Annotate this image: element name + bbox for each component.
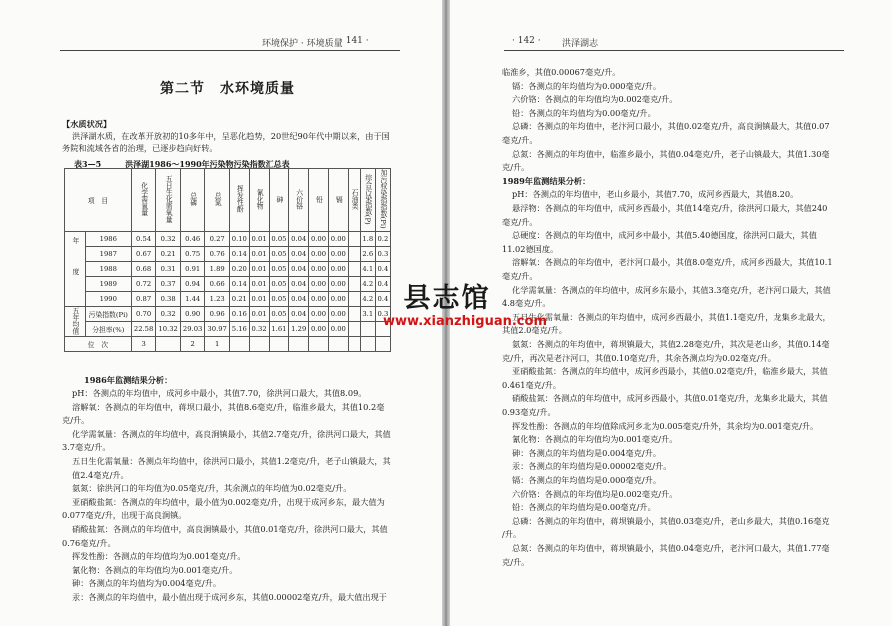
text-line: 0.077毫克/升，出现于高良涧镇。 bbox=[62, 510, 187, 521]
avg-group-label: 五年均值 bbox=[65, 307, 86, 337]
text-line: 毫克/升。 bbox=[502, 135, 538, 145]
text-line: 克/升，再次是老汴河口，其值0.10毫克/升，其余各测点均为0.02毫克/升。 bbox=[502, 352, 776, 363]
table-cell: 0.20 bbox=[229, 262, 249, 277]
table-cell: 0.54 bbox=[131, 232, 156, 247]
table-cell: 0.00 bbox=[328, 307, 348, 322]
col-header: 镉 bbox=[328, 169, 348, 232]
table-cell: 4.2 bbox=[360, 277, 375, 292]
text-line: 亚硝酸盐氮：各测点的年均值中，成河乡西最小，其值0.02毫克/升，临淮乡最大，其值 bbox=[512, 366, 828, 377]
table-cell: 4.2 bbox=[360, 292, 375, 307]
table-cell bbox=[156, 337, 181, 352]
table-cell: 0.14 bbox=[229, 247, 249, 262]
table-cell bbox=[348, 322, 360, 337]
table-cell: 0.32 bbox=[156, 307, 181, 322]
text-line: 镉：各测点的年均值均为0.000毫克/升。 bbox=[512, 80, 662, 91]
table-cell bbox=[360, 322, 375, 337]
text-line: 0.76毫克/升。 bbox=[62, 537, 116, 548]
table-cell: 0.00 bbox=[309, 232, 329, 247]
col-header-item: 项 目 bbox=[65, 169, 132, 232]
left-page bbox=[0, 0, 442, 626]
table-cell: 0.01 bbox=[249, 277, 269, 292]
text-line: 氰化物：各测点的年均值均为0.001毫克/升。 bbox=[512, 434, 678, 445]
table-cell: 10.32 bbox=[156, 322, 181, 337]
text-line: 3.7毫克/升。 bbox=[62, 442, 111, 453]
table-cell: 1.23 bbox=[205, 292, 230, 307]
text-line: 六价铬：各测点的年均值均是0.002毫克/升。 bbox=[512, 488, 678, 499]
table-cell: 0.04 bbox=[289, 307, 309, 322]
table-cell bbox=[309, 337, 329, 352]
text-line: 汞：各测点的年均值中，最小值出现于成河乡东，其值0.00002毫克/升，最大值出现于 bbox=[72, 592, 387, 602]
right-page bbox=[450, 0, 891, 626]
table-cell: 0.4 bbox=[375, 292, 390, 307]
table-caption: 表3—5 洪泽湖1986～1990年污染物污染指数汇总表 bbox=[74, 159, 290, 169]
table-cell: 0.00 bbox=[328, 292, 348, 307]
table-cell: 30.97 bbox=[205, 322, 230, 337]
col-header: 加污权染指指数(Pi) bbox=[375, 169, 390, 232]
table-cell: 3 bbox=[131, 337, 156, 352]
text-line: 毫克/升。 bbox=[502, 271, 538, 281]
page-number: · 141 · bbox=[340, 36, 369, 46]
text-line: 1989年监测结果分析： bbox=[502, 175, 591, 186]
table-cell: 位 次 bbox=[65, 337, 132, 352]
table-cell bbox=[348, 247, 360, 262]
table-cell: 0.3 bbox=[375, 307, 390, 322]
text-line: 挥发性酚：各测点的年均值除成河乡北为0.005毫克/升外，其余均为0.001毫克/升。 bbox=[512, 420, 819, 431]
table-cell: 0.00 bbox=[309, 292, 329, 307]
table-cell: 0.00 bbox=[309, 322, 329, 337]
col-header: 总氮 bbox=[205, 169, 230, 232]
table-cell: 1988 bbox=[85, 262, 131, 277]
table-cell: 0.32 bbox=[156, 232, 181, 247]
table-cell: 0.00 bbox=[309, 262, 329, 277]
table-row bbox=[65, 307, 391, 322]
text-line: 11.02德国度。 bbox=[502, 243, 559, 254]
text-line: 总氮：各测点的年均值中，临淮乡最小，其值0.04毫克/升，老子山镇最大，其值1.30毫 bbox=[512, 148, 830, 159]
watermark-url: www.xianzhiguan.com bbox=[383, 314, 547, 329]
table-cell: 0.04 bbox=[289, 262, 309, 277]
table-cell: 0.00 bbox=[309, 247, 329, 262]
intro-line: 务院和流域各省的治理，已逐步趋向好转。 bbox=[62, 143, 218, 153]
watermark-title: 县志馆 bbox=[403, 283, 491, 314]
table-cell: 0.75 bbox=[180, 247, 205, 262]
table-cell: 1.29 bbox=[289, 322, 309, 337]
text-line: pH：各测点的年均值中，成河乡中最小，其值7.70，徐洪河口最大，其值8.09。 bbox=[72, 388, 367, 398]
intro-line: 洪泽湖水质，在改革开放初的10多年中，呈恶化趋势，20世纪90年代中期以来，由于国 bbox=[72, 131, 390, 141]
table-row bbox=[65, 337, 391, 352]
table-cell: 0.76 bbox=[205, 247, 230, 262]
col-header: 挥发性酚 bbox=[229, 169, 249, 232]
table-cell: 0.05 bbox=[269, 307, 289, 322]
table-cell: 0.14 bbox=[229, 277, 249, 292]
table-cell: 0.96 bbox=[205, 307, 230, 322]
section-title: 第二节 水环境质量 bbox=[160, 81, 295, 97]
table-row bbox=[65, 322, 391, 337]
table-cell: 0.46 bbox=[180, 232, 205, 247]
text-line: 总磷：各测点的年均值中，蒋坝镇最小，其值0.03毫克/升，老山乡最大，其值0.16毫克 bbox=[512, 515, 830, 526]
text-line: 六价铬：各测点的年均值均为0.002毫克/升。 bbox=[512, 94, 678, 105]
table-cell bbox=[348, 307, 360, 322]
table-cell bbox=[249, 337, 269, 352]
text-line: 克/升。 bbox=[502, 556, 530, 567]
table-cell: 0.4 bbox=[375, 262, 390, 277]
table-cell: 0.10 bbox=[229, 232, 249, 247]
table-cell: 1986 bbox=[85, 232, 131, 247]
table-cell: 0.01 bbox=[249, 262, 269, 277]
table-row bbox=[65, 232, 391, 247]
text-line: 铅：各测点的年均值均是0.00毫克/升。 bbox=[512, 502, 656, 513]
text-line: 总氮：各测点的年均值中，蒋坝镇最小，其值0.04毫克/升，老汴河口最大，其值1.77毫 bbox=[512, 543, 830, 553]
table-row bbox=[65, 277, 391, 292]
col-header: 石油类 bbox=[348, 169, 360, 232]
text-line: /升。 bbox=[502, 529, 522, 540]
text-line: 硝酸盐氮：各测点的年均值中，高良涧镇最小，其值0.01毫克/升，徐洪河口最大，其值 bbox=[72, 524, 388, 534]
text-line: 总硬度：各测点的年均值中，成河乡中最小，其值5.40德国度，徐洪河口最大，其值 bbox=[512, 230, 817, 241]
page-number: · 142 · bbox=[512, 36, 541, 46]
table-cell: 5.16 bbox=[229, 322, 249, 337]
table-cell bbox=[328, 337, 348, 352]
table-cell: 0.87 bbox=[131, 292, 156, 307]
table-cell: 0.31 bbox=[156, 262, 181, 277]
table-cell bbox=[375, 337, 390, 352]
table-cell: 29.03 bbox=[180, 322, 205, 337]
table-cell: 0.68 bbox=[131, 262, 156, 277]
col-header: 氰化物 bbox=[249, 169, 269, 232]
text-line: 4.8毫克/升。 bbox=[502, 298, 551, 309]
table-cell: 0.91 bbox=[180, 262, 205, 277]
table-row bbox=[65, 292, 391, 307]
table-cell: 0.38 bbox=[156, 292, 181, 307]
table-cell: 2 bbox=[180, 337, 205, 352]
col-header: 六价铬 bbox=[289, 169, 309, 232]
table-cell bbox=[348, 292, 360, 307]
header-rule bbox=[60, 50, 400, 51]
table-cell: 0.00 bbox=[328, 247, 348, 262]
monitoring-title-1986: 1986年监测结果分析： bbox=[84, 375, 173, 385]
table-cell: 0.00 bbox=[328, 322, 348, 337]
table-cell: 0.04 bbox=[289, 292, 309, 307]
table-cell: 0.01 bbox=[249, 292, 269, 307]
table-cell: 0.04 bbox=[289, 277, 309, 292]
table-cell bbox=[348, 337, 360, 352]
text-line: 总磷：各测点的年均值中，老汴河口最小，其值0.02毫克/升，高良涧镇最大，其值0.07 bbox=[512, 121, 830, 132]
table-cell: 0.4 bbox=[375, 277, 390, 292]
table-cell: 0.01 bbox=[249, 247, 269, 262]
table-row bbox=[65, 247, 391, 262]
table-cell: 3.1 bbox=[360, 307, 375, 322]
text-line: 氨氮：各测点的年均值中，蒋坝镇最大，其值2.28毫克/升，其次是老山乡，其值0.14毫 bbox=[512, 339, 830, 349]
text-line: 克/升。 bbox=[62, 415, 90, 426]
table-row bbox=[65, 262, 391, 277]
table-cell: 0.00 bbox=[309, 277, 329, 292]
running-header: 环境保护 · 环境质量 bbox=[262, 39, 343, 49]
text-line: 氰化物：各测点的年均值均为0.001毫克/升。 bbox=[72, 564, 238, 575]
table-cell: 0.37 bbox=[156, 277, 181, 292]
table-cell: 0.05 bbox=[269, 262, 289, 277]
table-cell: 0.72 bbox=[131, 277, 156, 292]
text-line: 亚硝酸盐氮：各测点的年均值中，最小值为0.002毫克/升，出现于成河乡东，最大值为 bbox=[72, 496, 385, 507]
text-line: 溶解氧：各测点的年均值中，蒋坝口最小，其值8.6毫克/升，临淮乡最大，其值10.2毫 bbox=[72, 401, 385, 412]
text-line: 悬浮物：各测点的年均值中，成河乡西最小，其值14毫克/升，徐洪河口最大，其值240 bbox=[512, 203, 828, 213]
table-cell bbox=[229, 337, 249, 352]
table-cell: 污染指数(Pi) bbox=[85, 307, 131, 322]
text-line: 溶解氧：各测点的年均值中，老汴河口最小，其值8.0毫克/升，成河乡西最大，其值10.1 bbox=[512, 257, 833, 268]
col-header: 综合污染指数(P) bbox=[360, 169, 375, 232]
table-cell bbox=[269, 337, 289, 352]
table-cell: 0.16 bbox=[229, 307, 249, 322]
text-line: 临淮乡，其值0.00067毫克/升。 bbox=[502, 67, 621, 77]
table-cell: 0.00 bbox=[328, 232, 348, 247]
table-cell bbox=[348, 277, 360, 292]
header-rule bbox=[504, 50, 844, 51]
text-line: 其值2.0毫克/升。 bbox=[502, 325, 567, 336]
subhead: 【水质状况】 bbox=[62, 119, 112, 129]
text-line: 镉：各测点的年均值均是0.000毫克/升。 bbox=[512, 475, 662, 485]
col-header: 五日生化需氧量 bbox=[156, 169, 181, 232]
text-line: pH：各测点的年均值中，老山乡最小，其值7.70，成河乡西最大，其值8.20。 bbox=[512, 189, 799, 200]
text-line: 铅：各测点的年均值均为0.00毫克/升。 bbox=[512, 107, 656, 118]
table-cell: 1.44 bbox=[180, 292, 205, 307]
table-cell: 0.2 bbox=[375, 232, 390, 247]
text-line: 氨氮：徐洪河口的年均值为0.05毫克/升，其余测点的年均值为0.02毫克/升。 bbox=[72, 483, 352, 494]
text-line: 化学需氧量：各测点的年均值中，成河乡东最小，其值3.3毫克/升，老汴河口最大，其值 bbox=[512, 284, 831, 295]
col-header: 化学需氧量 bbox=[131, 169, 156, 232]
table-cell bbox=[348, 232, 360, 247]
col-header: 铅 bbox=[309, 169, 329, 232]
table-cell: 22.58 bbox=[131, 322, 156, 337]
table-cell: 0.21 bbox=[156, 247, 181, 262]
table-cell: 4.1 bbox=[360, 262, 375, 277]
table-cell: 0.00 bbox=[309, 307, 329, 322]
table-cell: 1 bbox=[205, 337, 230, 352]
table-cell: 0.05 bbox=[269, 247, 289, 262]
text-line: 值2.4毫克/升。 bbox=[72, 469, 129, 480]
pollution-index-table bbox=[64, 168, 391, 352]
table-cell: 1.8 bbox=[360, 232, 375, 247]
table-cell: 0.70 bbox=[131, 307, 156, 322]
table-cell: 0.90 bbox=[180, 307, 205, 322]
table-cell bbox=[289, 337, 309, 352]
year-group-label: 年度 bbox=[65, 232, 86, 307]
table-cell: 0.21 bbox=[229, 292, 249, 307]
text-line: 五日生化需氧量：各测点年均值中，徐洪河口最小，其值1.2毫克/升，老子山镇最大，其 bbox=[72, 456, 391, 466]
table-cell: 分担率(%) bbox=[85, 322, 131, 337]
table-cell: 0.00 bbox=[328, 277, 348, 292]
text-line: 硝酸盐氮：各测点的年均值中，成河乡西最小，其值0.01毫克/升，龙集乡北最大，其值 bbox=[512, 393, 828, 404]
table-cell: 0.05 bbox=[269, 232, 289, 247]
col-header: 总磷 bbox=[180, 169, 205, 232]
table-cell: 1989 bbox=[85, 277, 131, 292]
table-cell: 0.04 bbox=[289, 247, 309, 262]
table-cell: 0.05 bbox=[269, 292, 289, 307]
text-line: 汞：各测点的年均值均是0.00002毫克/升。 bbox=[512, 461, 672, 472]
table-cell: 2.6 bbox=[360, 247, 375, 262]
table-cell: 1990 bbox=[85, 292, 131, 307]
table-cell: 0.01 bbox=[249, 232, 269, 247]
table-cell: 1.89 bbox=[205, 262, 230, 277]
table-cell: 1987 bbox=[85, 247, 131, 262]
table-cell: 0.66 bbox=[205, 277, 230, 292]
text-line: 0.93毫克/升。 bbox=[502, 407, 556, 417]
table-cell: 0.67 bbox=[131, 247, 156, 262]
text-line: 砷：各测点的年均值均是0.004毫克/升。 bbox=[512, 447, 662, 458]
table-cell: 0.04 bbox=[289, 232, 309, 247]
text-line: 五日生化需氧量：各测点的年均值中，成河乡西最小，其值1.1毫克/升，龙集乡北最大， bbox=[512, 311, 831, 322]
table-cell: 0.05 bbox=[269, 277, 289, 292]
table-cell: 0.94 bbox=[180, 277, 205, 292]
text-line: 化学需氧量：各测点的年均值中，高良涧镇最小，其值2.7毫克/升，徐洪河口最大，其值 bbox=[72, 428, 391, 439]
table-cell: 0.3 bbox=[375, 247, 390, 262]
table-cell: 0.32 bbox=[249, 322, 269, 337]
text-line: 挥发性酚：各测点的年均值均为0.001毫克/升。 bbox=[72, 551, 246, 562]
text-line: 克/升。 bbox=[502, 162, 530, 173]
text-line: 毫克/升。 bbox=[502, 216, 538, 227]
text-line: 砷：各测点的年均值均为0.004毫克/升。 bbox=[72, 578, 222, 589]
col-header: 砷 bbox=[269, 169, 289, 232]
table-cell: 1.61 bbox=[269, 322, 289, 337]
table-cell bbox=[348, 262, 360, 277]
table-cell: 0.27 bbox=[205, 232, 230, 247]
table-cell: 0.00 bbox=[328, 262, 348, 277]
running-header: 洪泽湖志 bbox=[562, 39, 599, 49]
table-cell bbox=[360, 337, 375, 352]
table-cell: 0.01 bbox=[249, 307, 269, 322]
text-line: 0.461毫克/升。 bbox=[502, 379, 561, 390]
